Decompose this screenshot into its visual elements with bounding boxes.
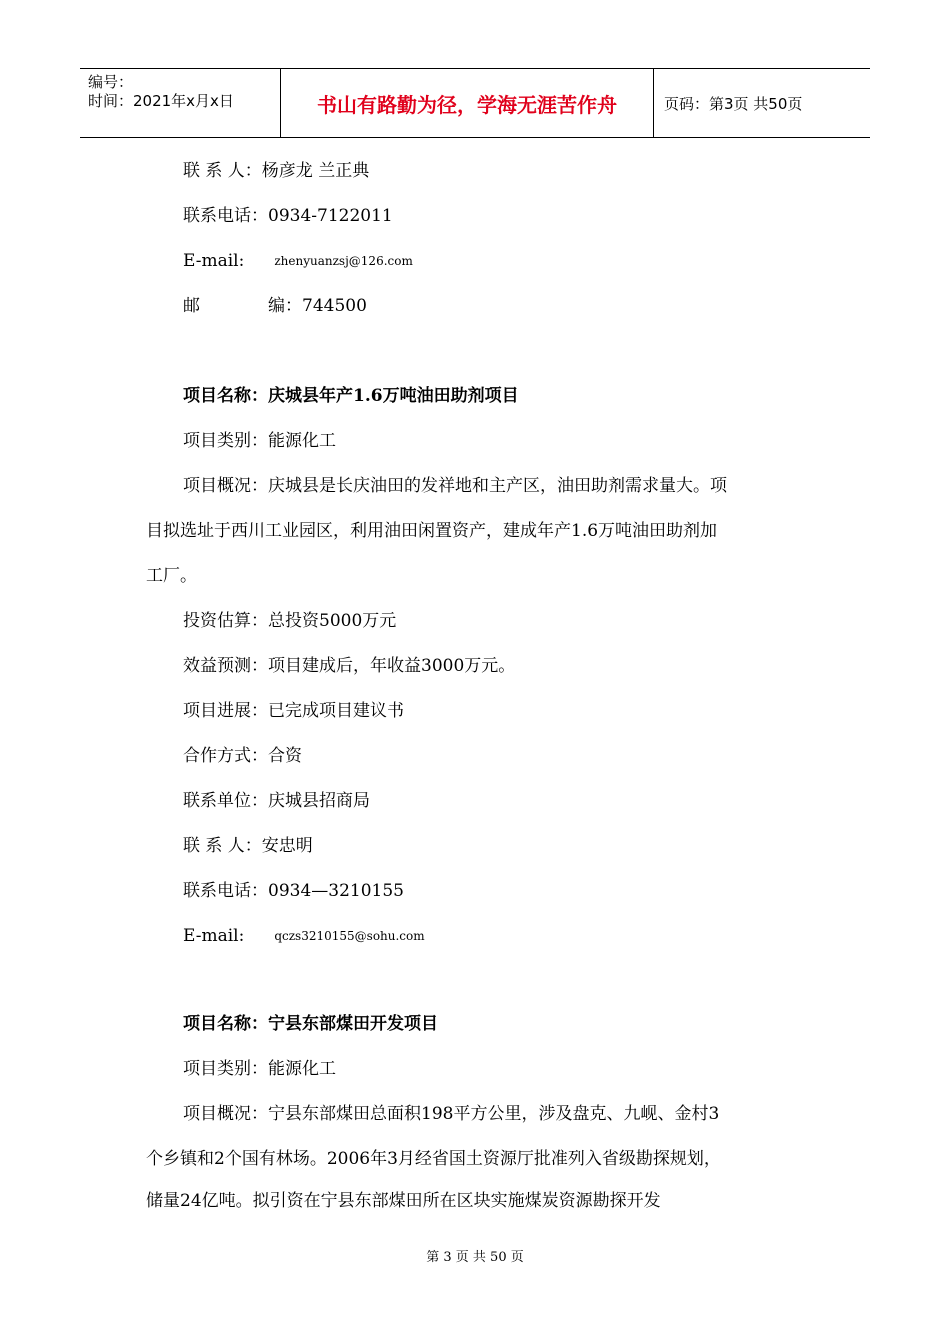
page-header — [80, 68, 870, 138]
contact-person: 联 系 人：杨彦龙 兰正典 — [183, 161, 370, 181]
project1-investment: 投资估算：总投资5000万元 — [183, 611, 397, 631]
project1-overview-3: 工厂。 — [146, 566, 197, 586]
project1-unit: 联系单位：庆城县招商局 — [183, 791, 370, 811]
project1-progress: 项目进展：已完成项目建议书 — [183, 701, 404, 721]
project1-category: 项目类别：能源化工 — [183, 431, 336, 451]
project1-name: 项目名称：庆城县年产1.6万吨油田助剂项目 — [183, 386, 519, 406]
postcode-label: 邮 — [183, 296, 200, 316]
project1-contact-person: 联 系 人：安忠明 — [183, 836, 313, 856]
postcode-value: 编：744500 — [268, 296, 367, 316]
project1-overview-1: 项目概况：庆城县是长庆油田的发祥地和主产区，油田助剂需求量大。项 — [183, 476, 727, 496]
project2-overview-3: 储量24亿吨。拟引资在宁县东部煤田所在区块实施煤炭资源勘探开发 — [146, 1191, 661, 1211]
project1-benefit: 效益预测：项目建成后，年收益3000万元。 — [183, 656, 516, 676]
header-motto: 书山有路勤为径，学海无涯苦作舟 — [281, 69, 654, 137]
project2-category: 项目类别：能源化工 — [183, 1059, 336, 1079]
project1-cooperation: 合作方式：合资 — [183, 746, 302, 766]
email-address[interactable]: zhenyuanzsj@126.com — [274, 254, 413, 268]
email-label: E-mail: — [183, 251, 245, 271]
project1-email-label: E-mail: — [183, 926, 245, 946]
project2-overview-1: 项目概况：宁县东部煤田总面积198平方公里，涉及盘克、九岘、金村3 — [183, 1104, 720, 1124]
time-label: 时间：2021年x月x日 — [88, 92, 234, 110]
header-page-info: 页码：第3页 共50页 — [664, 94, 803, 113]
project1-phone: 联系电话：0934—3210155 — [183, 881, 404, 901]
postcode-row — [183, 295, 367, 317]
header-meta — [80, 69, 281, 137]
project1-email-row — [183, 925, 425, 947]
project1-overview-2: 目拟选址于西川工业园区，利用油田闲置资产，建成年产1.6万吨油田助剂加 — [146, 521, 718, 541]
email-row — [183, 250, 413, 272]
page-footer: 第 3 页 共 50 页 — [426, 1250, 524, 1265]
number-label: 编号： — [88, 73, 134, 91]
contact-phone: 联系电话：0934-7122011 — [183, 206, 393, 226]
project2-overview-2: 个乡镇和2个国有林场。2006年3月经省国土资源厅批准列入省级勘探规划， — [146, 1149, 721, 1169]
project2-name: 项目名称：宁县东部煤田开发项目 — [183, 1014, 438, 1034]
project1-email-address[interactable]: qczs3210155@sohu.com — [274, 929, 425, 943]
